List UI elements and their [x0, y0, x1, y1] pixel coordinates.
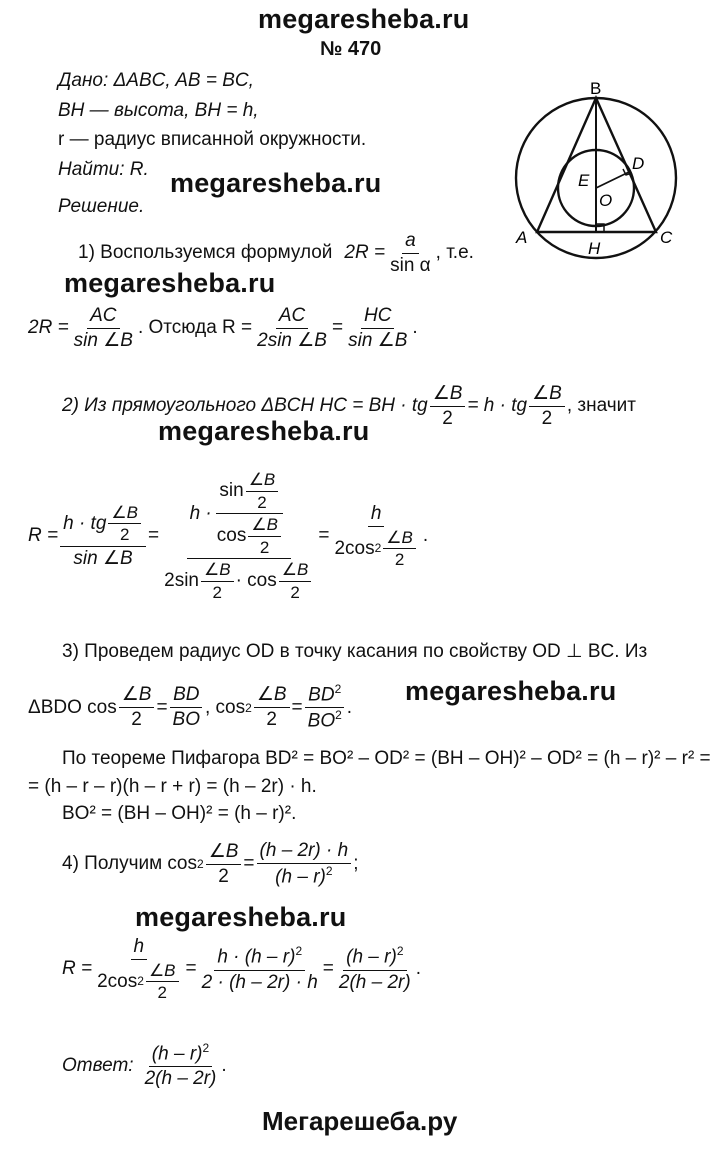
step3-formula: ΔBDO cos $\frac{\angle B}{2}$ = $\frac{BD}{BO}$ , cos 2 $\frac{\angle B}{2}$ = $\frac{BD^2}{BO^2}$ . — [28, 682, 353, 732]
pythagoras-line-3: BO² = (BH – OH)² = (h – r)². — [62, 803, 297, 824]
watermark: megaresheba.ru — [158, 416, 370, 446]
label-c: C — [660, 228, 673, 247]
step4-line: 4) Получим cos 2 $\frac{\angle B}{2}$ = $\frac{(h - 2r) \cdot h}{(h - r)^2}$ ; — [62, 840, 359, 888]
pythagoras-line-2: = (h – r – r)(h – r + r) = (h – 2r) · h. — [28, 776, 317, 797]
footer-site: Мегарешеба.ру — [262, 1106, 458, 1136]
solution-label: Решение. — [58, 196, 145, 217]
step2-formula: R = h · tg $\frac{\angle B}{2}$ sin ∠B = h · sin $\frac{\angle B}{2}$ cos $\frac{\angle B}{2}$ 2sin $\frac{\angle B}{2}$ · cos $\frac{\angle B}{2}$ = h 2cos 2 $\frac{\angle B}{2}$ . — [28, 470, 429, 602]
label-e: E — [578, 171, 590, 190]
given-line-3: r — радиус вписанной окружности. — [58, 129, 367, 150]
geometry-figure — [508, 76, 688, 266]
label-b: B — [590, 79, 602, 98]
watermark: megaresheba.ru — [170, 168, 382, 198]
label-d: D — [632, 154, 645, 173]
label-h: H — [588, 239, 601, 258]
step1-line: 1) Воспользуемся формулой 2R = $\frac{a}{\text{sin α}}$ , т.е. — [78, 230, 474, 276]
problem-number: № 470 — [320, 38, 382, 60]
watermark: megaresheba.ru — [405, 676, 617, 706]
pythagoras-line-1: По теореме Пифагора BD² = BO² – OD² = (BH – OH)² – OD² = (h – r)² – r² = — [62, 748, 711, 769]
given-line-2: BH — высота, BH = h, — [58, 100, 259, 121]
step3-line: 3) Проведем радиус OD в точку касания по свойству OD ⊥ BC. Из — [62, 641, 648, 662]
given-line-1: Дано: ΔABC, AB = BC, — [58, 70, 254, 91]
find-line: Найти: R. — [58, 159, 149, 180]
site-header: megaresheba.ru — [258, 4, 470, 34]
step1-line-2: 2R = $\frac{AC}{\sin \angle B}$ . Отсюда R = $\frac{AC}{2\sin \angle B}$ = $\frac{HC}{\sin \angle B}$ . — [28, 305, 418, 351]
step2-line: 2) Из прямоугольного ΔBCH HC = BH · tg $\frac{\angle B}{2}$ = h · tg $\frac{\angle B}{2}$ , значит — [62, 383, 636, 429]
answer: Ответ: $\frac{(h - r)^2}{2(h - 2r)}$ . — [62, 1041, 227, 1090]
radius-od — [596, 172, 629, 188]
label-o: O — [599, 191, 613, 210]
step4-formula: R = h 2cos 2 $\frac{\angle B}{2}$ = $\frac{h \cdot (h - r)^2}{2 \cdot (h - 2r) \cdot h}$ = $\frac{(h - r)^2}{2(h - 2r)}$ . — [62, 936, 421, 1003]
watermark: megaresheba.ru — [135, 902, 347, 932]
label-a: A — [516, 228, 528, 247]
watermark: megaresheba.ru — [64, 268, 276, 298]
